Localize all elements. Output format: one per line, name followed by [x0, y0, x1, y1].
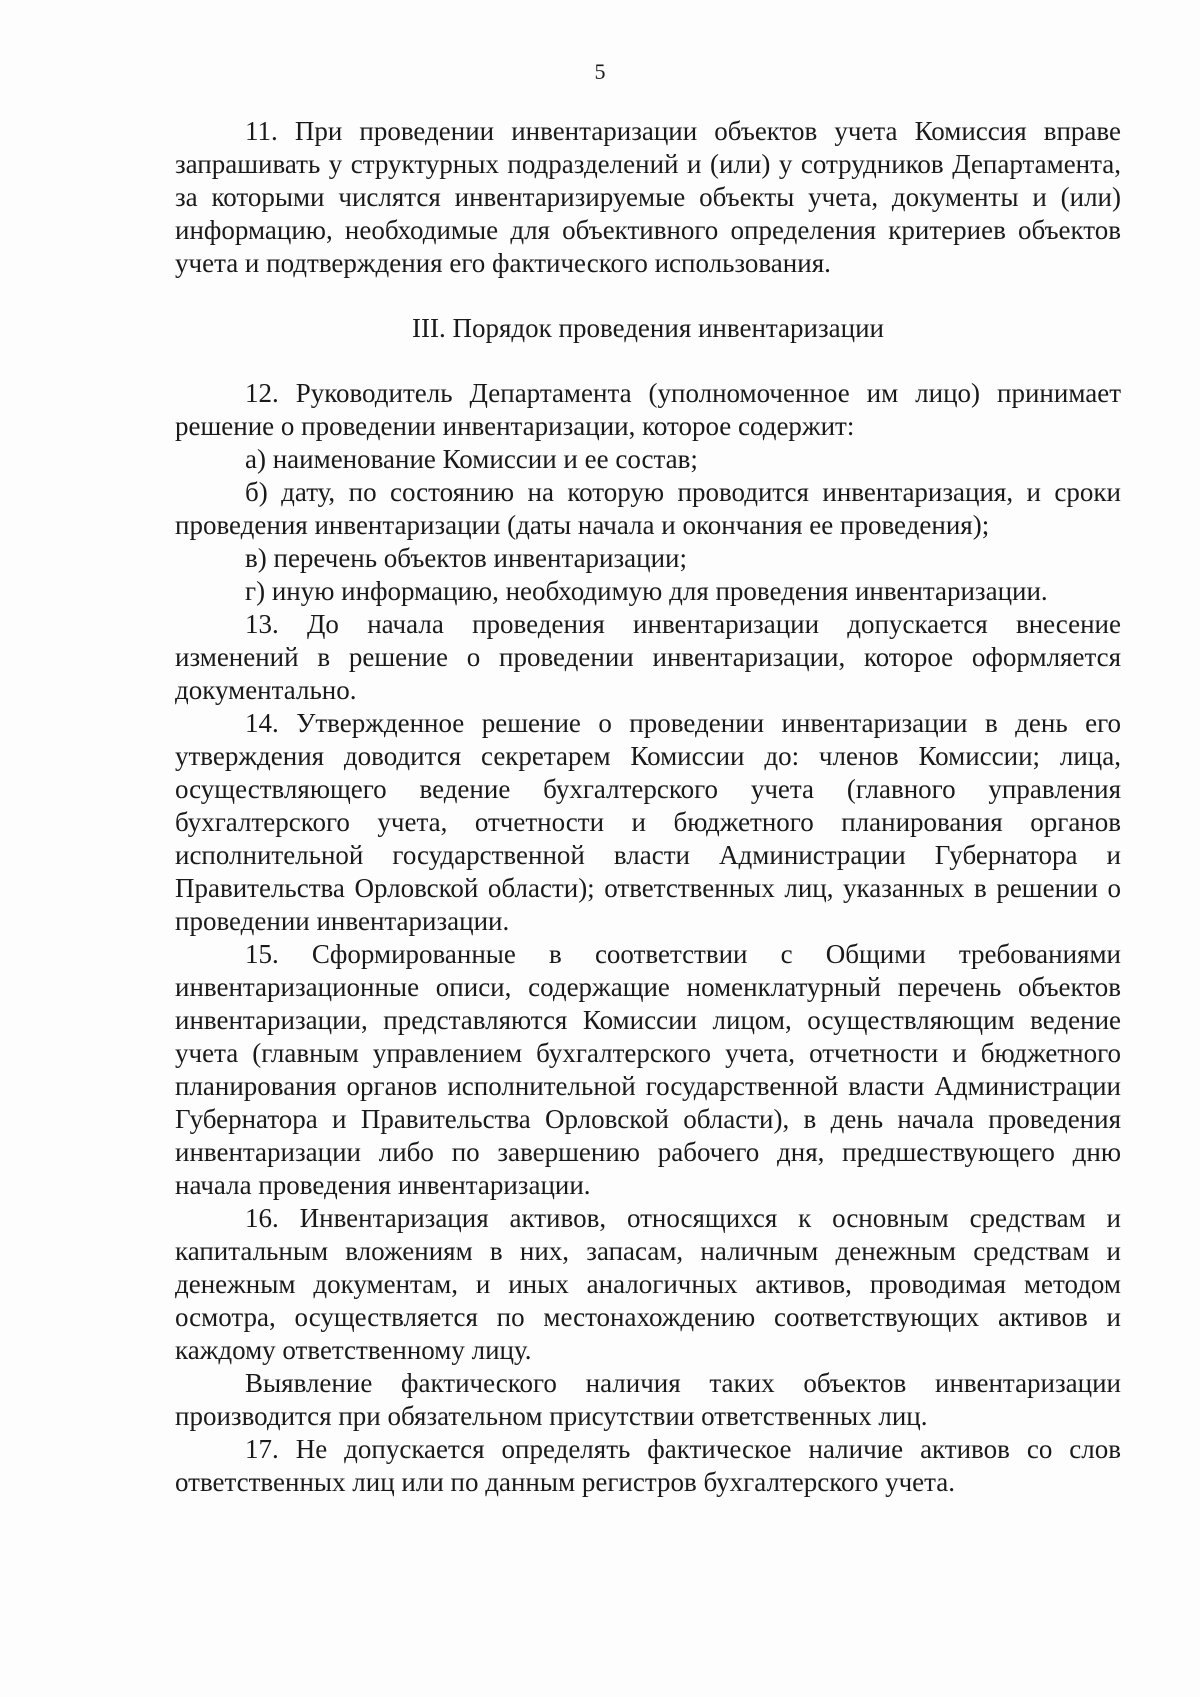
paragraph-16: 16. Инвентаризация активов, относящихся к основным средствам и капитальным вложениям в них, запасам, наличным денежным средствам и денежным документам, и иных аналогичных активов, проводимая методом осмотра, осуществляется по местонахождению соответствующих активов и каждому ответственному лицу.: [175, 1203, 1121, 1365]
paragraph-14: 14. Утвержденное решение о проведении инвентаризации в день его утверждения доводится секретарем Комиссии до: членов Комиссии; лица, осуществляющего ведение бухгалтерского учета (главного управления бухгалтерского учета, отчетности и бюджетного планирования органов исполнительной государственной власти Администрации Губернатора и Правительства Орловской области); ответственных лиц, указанных в решении о проведении инвентаризации.: [175, 708, 1121, 936]
paragraph-15: 15. Сформированные в соответствии с Общими требованиями инвентаризационные описи, содержащие номенклатурный перечень объектов инвентаризации, представляются Комиссии лицом, осуществляющим ведение учета (главным управлением бухгалтерского учета, отчетности и бюджетного планирования органов исполнительной государственной власти Администрации Губернатора и Правительства Орловской области), в день начала проведения инвентаризации либо по завершению рабочего дня, предшествующего дню начала проведения инвентаризации.: [175, 939, 1121, 1200]
list-item-a: а) наименование Комиссии и ее состав;: [245, 444, 698, 474]
paragraph-17: 17. Не допускается определять фактическое наличие активов со слов ответственных лиц или по данным регистров бухгалтерского учета.: [175, 1434, 1121, 1497]
paragraph-16-continuation: Выявление фактического наличия таких объектов инвентаризации производится при обязательном присутствии ответственных лиц.: [175, 1368, 1121, 1431]
paragraph-12: 12. Руководитель Департамента (уполномоченное им лицо) принимает решение о проведении инвентаризации, которое содержит:: [175, 378, 1121, 441]
paragraph-11: 11. При проведении инвентаризации объектов учета Комиссия вправе запрашивать у структурных подразделений и (или) у сотрудников Департамента, за которыми числятся инвентаризируемые объекты учета, документы и (или) информацию, необходимые для объективного определения критериев объектов учета и подтверждения его фактического использования.: [175, 116, 1121, 278]
paragraph-13: 13. До начала проведения инвентаризации допускается внесение изменений в решение о проведении инвентаризации, которое оформляется документально.: [175, 609, 1121, 705]
list-item-b: б) дату, по состоянию на которую проводится инвентаризация, и сроки проведения инвентаризации (даты начала и окончания ее проведения);: [175, 477, 1121, 540]
list-item-c: в) перечень объектов инвентаризации;: [245, 543, 688, 573]
section-heading: III. Порядок проведения инвентаризации: [412, 313, 884, 343]
page-number: 5: [594, 59, 606, 84]
list-item-d: г) иную информацию, необходимую для проведения инвентаризации.: [245, 576, 1048, 606]
document-body: [175, 115, 1121, 1499]
